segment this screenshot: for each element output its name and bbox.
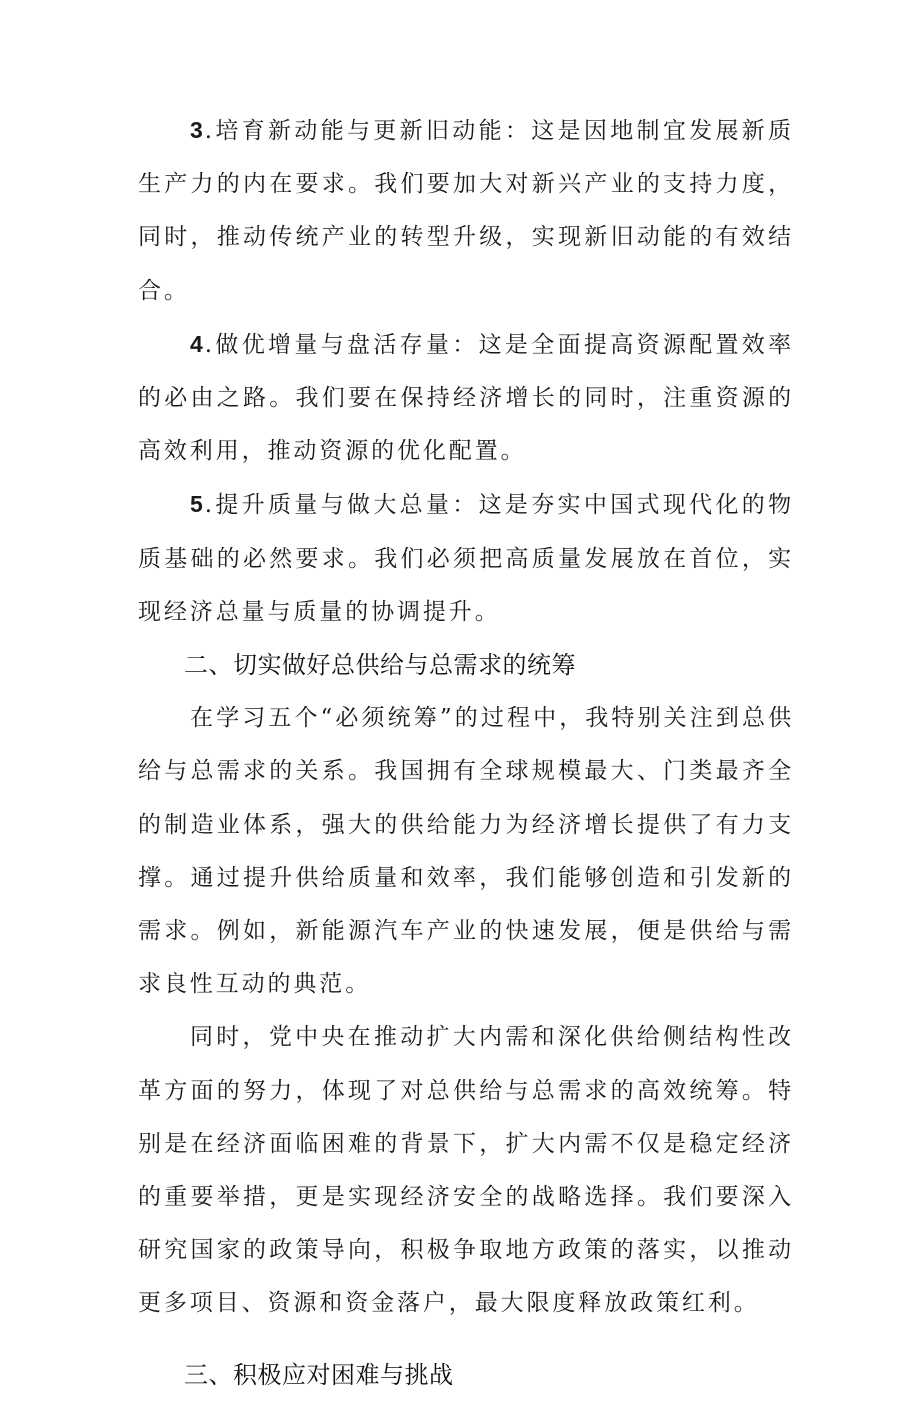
item-text: .培育新动能与更新旧动能：这是因地制宜发展新质生产力的内在要求。我们要加大对新兴产业的支持力度，同时，推动传统产业的转型升级，实现新旧动能的有效结合。 xyxy=(138,118,794,304)
item-number: 3 xyxy=(190,117,203,143)
section-heading-3: 三、积极应对困难与挑战 xyxy=(184,1360,454,1389)
list-item-4 xyxy=(138,318,794,479)
item-number: 4 xyxy=(190,330,203,357)
list-item-3 xyxy=(138,104,794,318)
item-text: .提升质量与做大总量：这是夯实中国式现代化的物质基础的必然要求。我们必须把高质量发展放在首位，实现经济总量与质量的协调提升。 xyxy=(138,492,794,625)
paragraph: 在学习五个“必须统筹”的过程中，我特别关注到总供给与总需求的关系。我国拥有全球规模最大、门类最齐全的制造业体系，强大的供给能力为经济增长提供了有力支撑。通过提升供给质量和效率，我们能够创造和引发新的需求。例如，新能源汽车产业的快速发展，便是供给与需求良性互动的典范。 xyxy=(138,705,794,998)
section-heading-2: 二、切实做好总供给与总需求的统筹 xyxy=(184,651,576,680)
item-text: .做优增量与盘活存量：这是全面提高资源配置效率的必由之路。我们要在保持经济增长的同时，注重资源的高效利用，推动资源的优化配置。 xyxy=(138,331,794,465)
item-number: 5 xyxy=(190,491,203,518)
document-page xyxy=(138,104,794,1402)
paragraph: 同时，党中央在推动扩大内需和深化供给侧结构性改革方面的努力，体现了对总供给与总需求的高效统筹。特别是在经济面临困难的背景下，扩大内需不仅是稳定经济的重要举措，更是实现经济安全的战略选择。我们要深入研究国家的政策导向，积极争取地方政策的落实，以推动更多项目、资源和资金落户，最大限度释放政策红利。 xyxy=(138,1024,794,1317)
list-item-5 xyxy=(138,478,794,639)
